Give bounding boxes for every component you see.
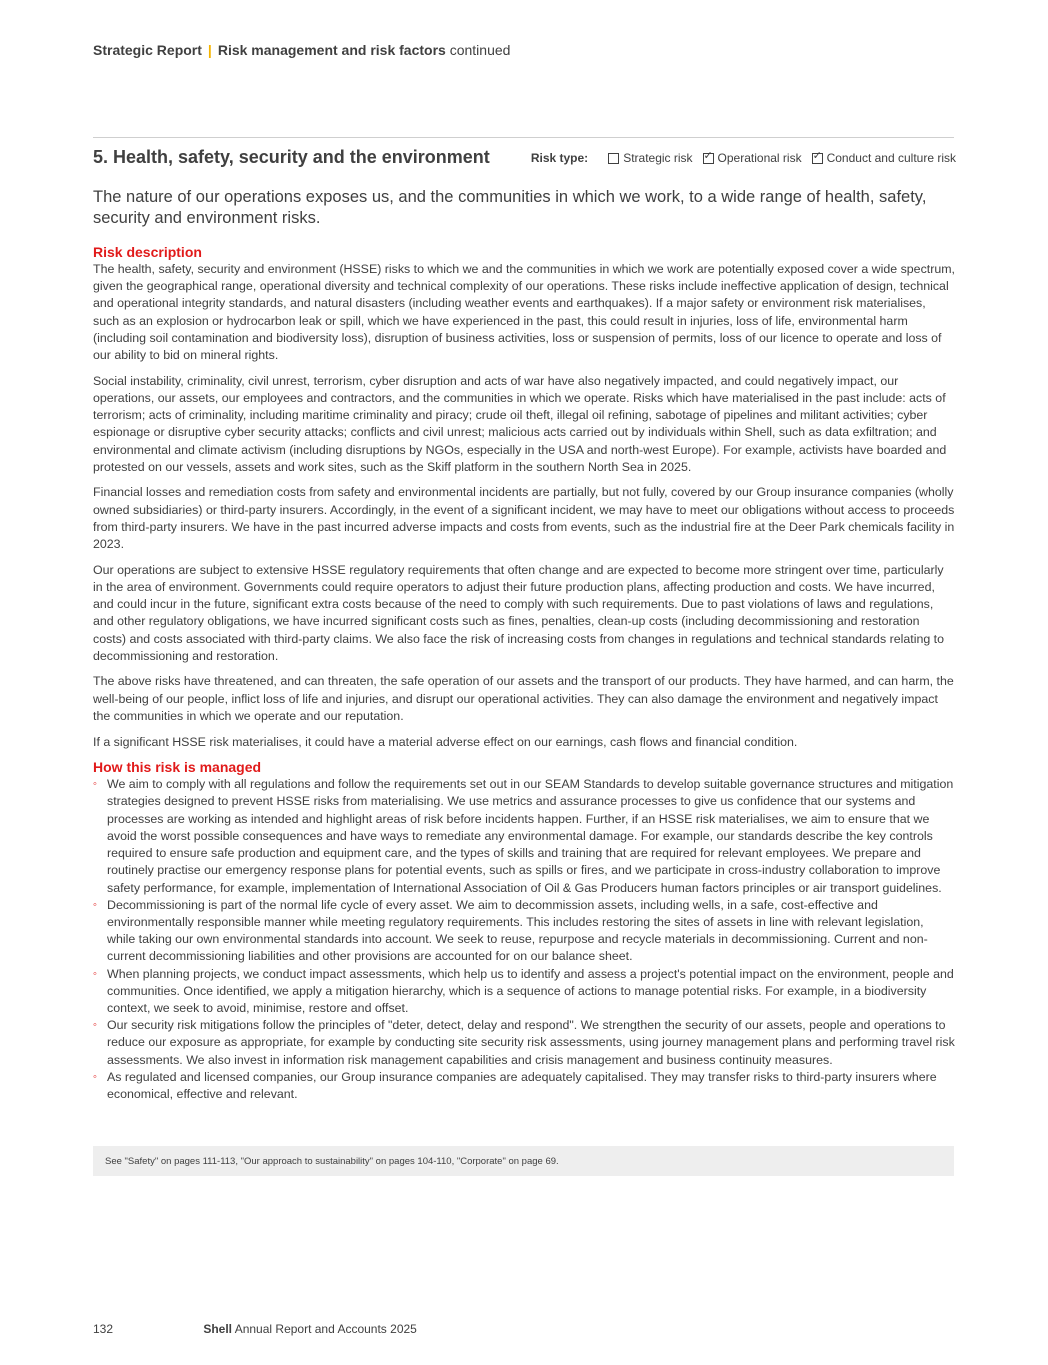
risk-type-operational [703, 151, 802, 165]
cross-reference-text: See "Safety" on pages 111-113, "Our approach to sustainability" on pages 104-110, "Corporate" on page 69. [105, 1156, 559, 1167]
risk-managed-heading: How this risk is managed [93, 759, 262, 776]
risk-type-strategic [608, 151, 692, 165]
footer-report: Annual Report and Accounts 2025 [234, 1322, 417, 1336]
section-title: 5. Health, safety, security and the environment [93, 147, 490, 167]
paragraph: If a significant HSSE risk materialises, it could have a material adverse effect on our earnings, cash flows and financial condition. [93, 734, 798, 749]
breadcrumb [93, 42, 510, 58]
managed-list [93, 776, 955, 1103]
breadcrumb-title: Risk management and risk factors [217, 42, 446, 58]
risk-type-conduct [812, 151, 956, 165]
breadcrumb-separator: | [207, 42, 212, 58]
risk-type-text: Strategic risk [623, 151, 693, 165]
section-divider [93, 137, 954, 138]
list-item: ◦ We aim to comply with all regulations and follow the requirements set out in our SEAM Standards to develop suitable governance structures and mitigation strategies designed to prevent HSSE risks from materialising. We use metrics and assurance processes to give us confidence that our systems and processes are working as intended and highlight areas of risk before incidents happen. Further, if an HSSE risk materialises, we aim to ensure that we avoid the worst possible consequences and have ways to remediate any environmental damage. For example, our standards describe the key controls required to ensure safe production and equipment care, and the types of skills and training that are required for relevant employees. We prepare and routinely practise our emergency response plans for potential events, such as spills or fires, and we participate in cross-industry collaboration to improve safety performance, for example, implementation of International Association of Oil & Gas Producers human factors principles or air transport guidelines. [93, 776, 955, 896]
risk-type-legend [531, 151, 956, 165]
risk-intro: The nature of our operations exposes us, and the communities in which we work, to a wide range of health, safety, security and environment risks. [93, 188, 927, 227]
paragraph: Social instability, criminality, civil unrest, terrorism, cyber disruption and acts of war have also negatively impacted, and could negatively impact, our operations, our assets, our employees and contractors, and the communities in which we operate. Risks which have materialised in the past include: acts of terrorism; acts of criminality, including maritime criminality and piracy; crude oil theft, illegal oil refining, sabotage of pipelines and militant activities; cyber espionage or disruptive cyber security attacks; conflicts and civil unrest; malicious acts carried out by individuals within Shell, such as data exfiltration; and environmental and climate activism (including disruptions by NGOs, especially in the USA and north-west Europe). For example, activists have boarded and protested on our vessels, assets and work sites, such as the Skiff platform in the southern North Sea in 2025. [93, 373, 947, 474]
list-item: ◦ Decommissioning is part of the normal life cycle of every asset. We aim to decommission assets, including wells, in a safe, cost-effective and environmentally responsible manner while meeting regulatory requirements. This includes restoring the sites of assets in line with relevant legislation, while taking our own environmental standards into account. We seek to reuse, repurpose and recycle materials in decommissioning. Current and non-current decommissioning liabilities and other provisions are accounted for on our balance sheet. [93, 897, 955, 966]
risk-type-text: Operational risk [717, 151, 802, 165]
unchecked-box-icon [608, 153, 619, 164]
paragraph: Our operations are subject to extensive HSSE regulatory requirements that often change and are expected to become more stringent over time, particularly in the area of environment. Governments could require operators to adjust their future production plans, affecting production and costs. We have incurred, and could incur in the future, significant extra costs because of the need to comply with such requirements. Due to past violations of laws and regulations, and other regulatory obligations, we have incurred significant costs such as fines, penalties, clean-up costs (including decommissioning and restoration costs) and costs associated with third-party claims. We also face the risk of increasing costs from changes in regulations and technical standards relating to decommissioning and restoration. [93, 562, 945, 663]
list-item: ◦ When planning projects, we conduct impact assessments, which help us to identify and assess a project's potential impact on the environment, people and communities. Once identified, we apply a mitigation hierarchy, which is a sequence of actions to manage potential risks. For example, in a biodiversity context, we seek to avoid, minimise, restore and offset. [93, 966, 955, 1018]
footer-brand: Shell [203, 1322, 233, 1336]
page-footer [93, 1322, 417, 1336]
paragraph: Financial losses and remediation costs from safety and environmental incidents are partially, but not fully, covered by our Group insurance companies (wholly owned subsidiaries) or third-party insurers. Accordingly, in the event of a significant incident, we may have to meet our obligations without access to proceeds from third-party insurers. We have in the past incurred adverse impacts and costs from events, such as the industrial fire at the Deer Park chemicals facility in 2023. [93, 485, 955, 552]
risk-description-heading: Risk description [93, 244, 202, 260]
checked-box-icon: ✓ [703, 149, 713, 162]
paragraph: The health, safety, security and environment (HSSE) risks to which we and the communities in which we work are potentially exposed cover a wide spectrum, given the geographical range, operational diversity and technical complexity of our operations. These risks include ineffective application of design, technical and operational integrity standards, and natural disasters (including weather events and earthquakes). If a major safety or environment risk materialises, such as an explosion or hydrocarbon leak or spill, which we have experienced in the past, this could result in injuries, loss of life, environmental harm (including soil contamination and biodiversity loss), disruption of business activities, loss or suspension of permits, loss of our licence to operate and loss of our ability to bid on mineral rights. [93, 262, 955, 363]
breadcrumb-continued: continued [449, 42, 511, 58]
list-item: ◦ As regulated and licensed companies, our Group insurance companies are adequately capitalised. They may transfer risks to third-party insurers where economical, effective and relevant. [93, 1069, 955, 1103]
cross-reference-note [93, 1146, 954, 1176]
paragraph: The above risks have threatened, and can threaten, the safe operation of our assets and the transport of our products. They have harmed, and can harm, the well-being of our people, inflict loss of life and injuries, and disrupt our operational activities. They can also damage the environment and negatively impact the communities in which we operate and our reputation. [93, 674, 954, 723]
list-item: ◦ Our security risk mitigations follow the principles of "deter, detect, delay and respond". We strengthen the security of our assets, people and operations to reduce our exposure as appropriate, for example by conducting site security risk assessments, using journey management plans and performing travel risk assessments. We also invest in information risk management capabilities and crisis management and business continuity measures. [93, 1017, 955, 1069]
risk-body [93, 244, 955, 1103]
risk-type-text: Conduct and culture risk [826, 151, 956, 165]
page-number: 132 [93, 1322, 114, 1336]
checked-box-icon: ✓ [812, 149, 822, 162]
breadcrumb-section: Strategic Report [93, 42, 202, 58]
risk-type-label: Risk type: [530, 151, 589, 165]
